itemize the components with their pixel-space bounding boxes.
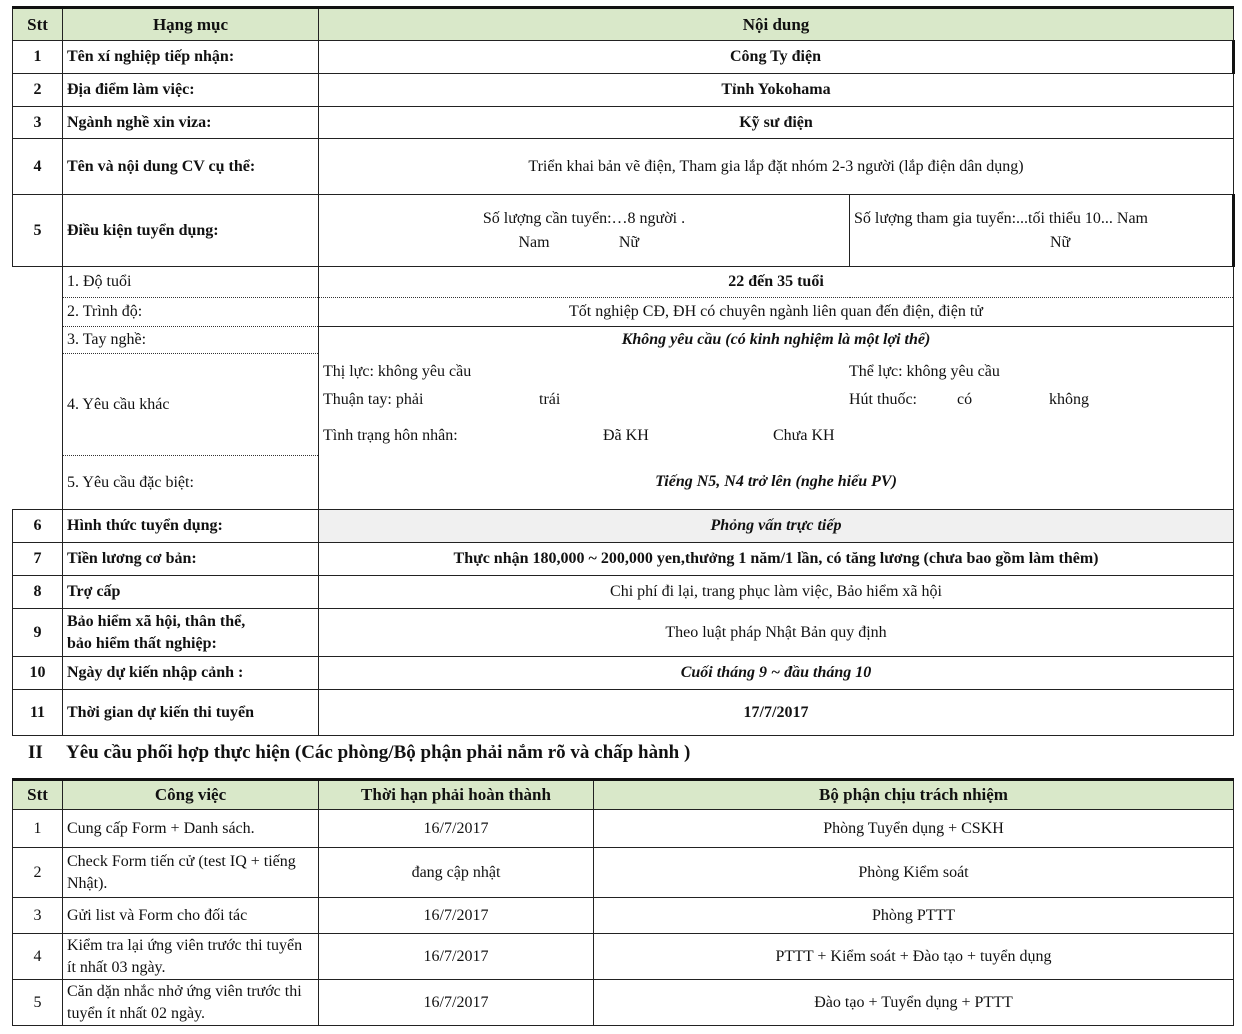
- row-stt: 9: [13, 609, 63, 657]
- smoke-label: Hút thuốc:: [849, 390, 917, 408]
- row-item-line1: Bảo hiểm xã hội, thân thể,: [67, 612, 246, 630]
- row-dept: Phòng Kiểm soát: [594, 848, 1234, 898]
- row-content: Triển khai bản vẽ điện, Tham gia lắp đặt nhóm 2-3 người (lắp điện dân dụng): [319, 139, 1234, 195]
- table-row: [13, 810, 1234, 848]
- table-row: [13, 41, 1234, 74]
- right-hand-label: Thuận tay: phải: [323, 390, 424, 408]
- age-label: 1. Độ tuổi: [63, 267, 319, 298]
- edu-value: Tốt nghiệp CĐ, ĐH có chuyên ngành liên quan đến điện, điện tử: [319, 298, 1234, 327]
- header-item: Hạng mục: [63, 8, 319, 41]
- row-content: Theo luật pháp Nhật Bản quy định: [319, 609, 1234, 657]
- table-row: [13, 609, 1234, 657]
- table-row: [13, 107, 1234, 139]
- other-requirements: [319, 354, 1234, 456]
- row-item: Điều kiện tuyển dụng:: [63, 195, 319, 267]
- quantity-join: Số lượng tham gia tuyển:...tối thiểu 10... Nam: [854, 210, 1148, 227]
- smoke-yes-label: có: [957, 390, 973, 408]
- row-stt: 6: [13, 510, 63, 543]
- row-content: Cuối tháng 9 ~ đầu tháng 10: [319, 657, 1234, 690]
- row-stt: 3: [13, 898, 63, 934]
- special-label: 5. Yêu cầu đặc biệt:: [63, 456, 319, 510]
- row-stt: 7: [13, 543, 63, 576]
- table-row: [13, 657, 1234, 690]
- section-title: [28, 742, 690, 764]
- req-special-row: [13, 456, 1234, 510]
- row-content: Chi phí đi lại, trang phục làm việc, Bảo hiểm xã hội: [319, 576, 1234, 609]
- row-stt: 4: [13, 139, 63, 195]
- edu-label: 2. Trình độ:: [63, 298, 319, 327]
- male-label: Nam: [518, 233, 550, 251]
- special-value: Tiếng N5, N4 trở lên (nghe hiểu PV): [319, 456, 1234, 510]
- table-row: [13, 139, 1234, 195]
- row-stt: 1: [13, 810, 63, 848]
- row-item: Trợ cấp: [63, 576, 319, 609]
- row-task: Gửi list và Form cho đối tác: [63, 898, 319, 934]
- other-label: 4. Yêu cầu khác: [63, 354, 319, 456]
- row-item: Tiền lương cơ bản:: [63, 543, 319, 576]
- blank-stt: [13, 267, 63, 510]
- marital-label: Tình trạng hôn nhân:: [323, 426, 458, 444]
- row-item: Tên và nội dung CV cụ thể:: [63, 139, 319, 195]
- table-row: [13, 848, 1234, 898]
- req-other-row: [13, 354, 1234, 456]
- row-item-line2: bảo hiểm thất nghiệp:: [67, 634, 217, 652]
- row-content: Công Ty điện: [319, 41, 1234, 74]
- row-stt: 2: [13, 848, 63, 898]
- row-content: Phỏng vấn trực tiếp: [319, 510, 1234, 543]
- skill-value: Không yêu cầu (có kinh nghiệm là một lợi thế): [319, 327, 1234, 354]
- header-deadline: Thời hạn phải hoàn thành: [319, 780, 594, 810]
- row-stt: 1: [13, 41, 63, 74]
- table-row: [13, 690, 1234, 736]
- row-stt: 8: [13, 576, 63, 609]
- row-stt: 10: [13, 657, 63, 690]
- row-deadline: đang cập nhật: [319, 848, 594, 898]
- smoke-no-label: không: [1049, 390, 1089, 408]
- row-task: Check Form tiến cử (test IQ + tiếng Nhật).: [63, 848, 319, 898]
- header-task: Công việc: [63, 780, 319, 810]
- row-stt: 11: [13, 690, 63, 736]
- header-content: Nội dung: [319, 8, 1234, 41]
- row-item: Ngày dự kiến nhập cảnh :: [63, 657, 319, 690]
- header-stt: Stt: [13, 8, 63, 41]
- row-stt: 5: [13, 195, 63, 267]
- req-skill-row: [13, 327, 1234, 354]
- req-edu-row: [13, 298, 1234, 327]
- female-label: Nữ: [1050, 234, 1071, 251]
- row-dept: Đào tạo + Tuyển dụng + PTTT: [594, 980, 1234, 1026]
- fitness-label: Thể lực: không yêu cầu: [849, 362, 1000, 380]
- single-label: Chưa KH: [773, 426, 835, 444]
- quantity-needed: Số lượng cần tuyển:…8 người .: [482, 209, 686, 227]
- row-deadline: 16/7/2017: [319, 980, 594, 1026]
- row-content: Thực nhận 180,000 ~ 200,000 yen,thưởng 1 năm/1 lần, có tăng lương (chưa bao gồm làm thêm): [319, 543, 1234, 576]
- row-item: Hình thức tuyển dụng:: [63, 510, 319, 543]
- row-deadline: 16/7/2017: [319, 810, 594, 848]
- req-age-row: [13, 267, 1234, 298]
- coordination-table: [12, 778, 1234, 1026]
- header-dept: Bộ phận chịu trách nhiệm: [594, 780, 1234, 810]
- table-row: [13, 195, 1234, 267]
- row-content: Tỉnh Yokohama: [319, 74, 1234, 107]
- table-row: [13, 980, 1234, 1026]
- quantity-join-cell: [850, 195, 1234, 267]
- row-item: Địa điểm làm việc:: [63, 74, 319, 107]
- age-value: 22 đến 35 tuổi: [319, 267, 1234, 298]
- row-task: Căn dặn nhắc nhở ứng viên trước thi tuyển ít nhất 02 ngày.: [63, 980, 319, 1026]
- row-item: Thời gian dự kiến thi tuyển: [63, 690, 319, 736]
- row-item: [63, 609, 319, 657]
- vision-label: Thị lực: không yêu cầu: [323, 362, 472, 380]
- section-heading: Yêu cầu phối hợp thực hiện (Các phòng/Bộ phận phải nắm rõ và chấp hành ): [66, 742, 691, 763]
- table-row: [13, 898, 1234, 934]
- row-dept: Phòng PTTT: [594, 898, 1234, 934]
- row-dept: PTTT + Kiểm soát + Đào tạo + tuyển dụng: [594, 934, 1234, 980]
- left-hand-label: trái: [539, 390, 561, 408]
- row-content: 17/7/2017: [319, 690, 1234, 736]
- married-label: Đã KH: [603, 426, 649, 444]
- row-item: Tên xí nghiệp tiếp nhận:: [63, 41, 319, 74]
- row-deadline: 16/7/2017: [319, 934, 594, 980]
- row-dept: Phòng Tuyển dụng + CSKH: [594, 810, 1234, 848]
- row-item: Ngành nghề xin viza:: [63, 107, 319, 139]
- table-row: [13, 543, 1234, 576]
- row-stt: 2: [13, 74, 63, 107]
- table-row: [13, 510, 1234, 543]
- recruitment-info-table: [12, 6, 1235, 736]
- row-task: Cung cấp Form + Danh sách.: [63, 810, 319, 848]
- row-task: Kiểm tra lại ứng viên trước thi tuyển ít nhất 03 ngày.: [63, 934, 319, 980]
- table-row: [13, 934, 1234, 980]
- female-label: Nữ: [618, 233, 640, 251]
- table-row: [13, 74, 1234, 107]
- quantity-needed-cell: [319, 195, 850, 267]
- row-deadline: 16/7/2017: [319, 898, 594, 934]
- table-row: [13, 576, 1234, 609]
- row-stt: 5: [13, 980, 63, 1026]
- header-stt: Stt: [13, 780, 63, 810]
- row-stt: 3: [13, 107, 63, 139]
- section-number: II: [28, 742, 43, 763]
- row-content: Kỹ sư điện: [319, 107, 1234, 139]
- row-stt: 4: [13, 934, 63, 980]
- skill-label: 3. Tay nghề:: [63, 327, 319, 354]
